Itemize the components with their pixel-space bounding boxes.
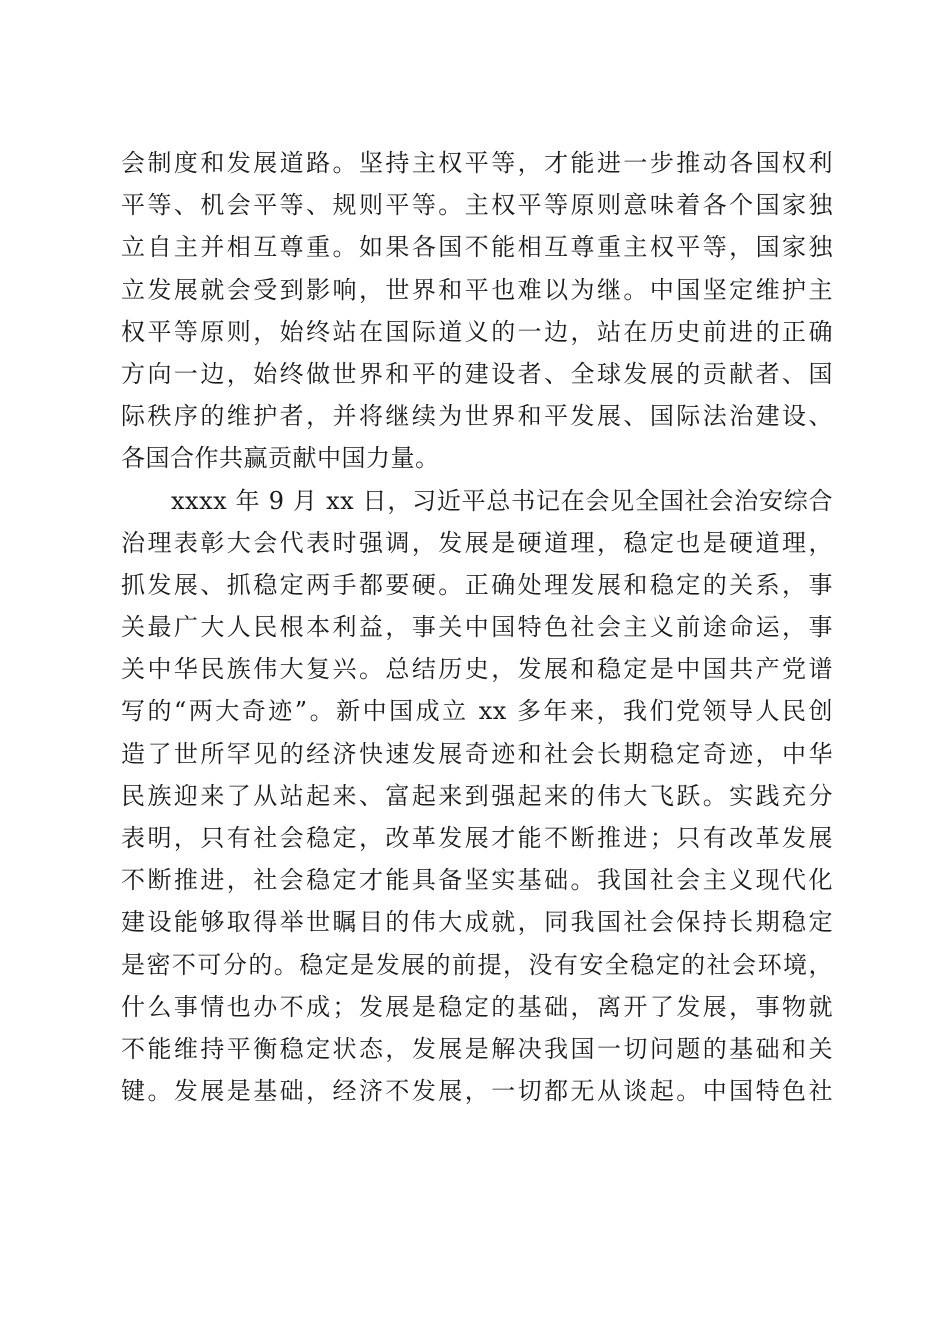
text-line: 权平等原则，始终站在国际道义的一边，站在历史前进的正确 xyxy=(121,317,833,346)
text-line: 平等、机会平等、规则平等。主权平等原则意味着各个国家独 xyxy=(121,191,833,220)
text-line: 什么事情也办不成；发展是稳定的基础，离开了发展，事物就 xyxy=(121,992,833,1021)
text-line: 立自主并相互尊重。如果各国不能相互尊重主权平等，国家独 xyxy=(121,233,833,262)
text-line: 关中华民族伟大复兴。总结历史，发展和稳定是中国共产党谱 xyxy=(121,655,833,684)
text-line: 造了世所罕见的经济快速发展奇迹和社会长期稳定奇迹，中华 xyxy=(121,739,833,768)
text-line: 立发展就会受到影响，世界和平也难以为继。中国坚定维护主 xyxy=(121,275,833,304)
text-line: 不断推进，社会稳定才能具备坚实基础。我国社会主义现代化 xyxy=(121,866,833,895)
text-line: 表明，只有社会稳定，改革发展才能不断推进；只有改革发展 xyxy=(121,824,833,852)
text-line: 会制度和发展道路。坚持主权平等，才能进一步推动各国权利 xyxy=(121,149,833,177)
text-line: 不能维持平衡稳定状态，发展是解决我国一切问题的基础和关 xyxy=(121,1034,833,1063)
text-line: 建设能够取得举世瞩目的伟大成就，同我国社会保持长期稳定 xyxy=(121,908,833,937)
text-line: 际秩序的维护者，并将继续为世界和平发展、国际法治建设、 xyxy=(121,402,833,431)
paragraph-2 xyxy=(121,480,833,1113)
text-line: 方向一边，始终做世界和平的建设者、全球发展的贡献者、国 xyxy=(121,359,833,388)
paragraph-1 xyxy=(121,142,833,480)
text-line: 民族迎来了从站起来、富起来到强起来的伟大飞跃。实践充分 xyxy=(121,781,833,810)
document-body xyxy=(121,142,833,1112)
text-line: xxxx 年 9 月 xx 日，习近平总书记在会见全国社会治安综合 xyxy=(171,486,833,515)
text-line: 治理表彰大会代表时强调，发展是硬道理，稳定也是硬道理， xyxy=(121,528,833,557)
text-line: 写的“两大奇迹”。新中国成立 xx 多年来，我们党领导人民创 xyxy=(121,697,833,726)
text-line: 键。发展是基础，经济不发展，一切都无从谈起。中国特色社 xyxy=(121,1077,833,1106)
text-line: 是密不可分的。稳定是发展的前提，没有安全稳定的社会环境， xyxy=(121,950,833,979)
text-line: 关最广大人民根本利益，事关中国特色社会主义前途命运，事 xyxy=(121,613,833,642)
text-line: 各国合作共赢贡献中国力量。 xyxy=(121,444,440,473)
text-line: 抓发展、抓稳定两手都要硬。正确处理发展和稳定的关系，事 xyxy=(121,570,833,599)
